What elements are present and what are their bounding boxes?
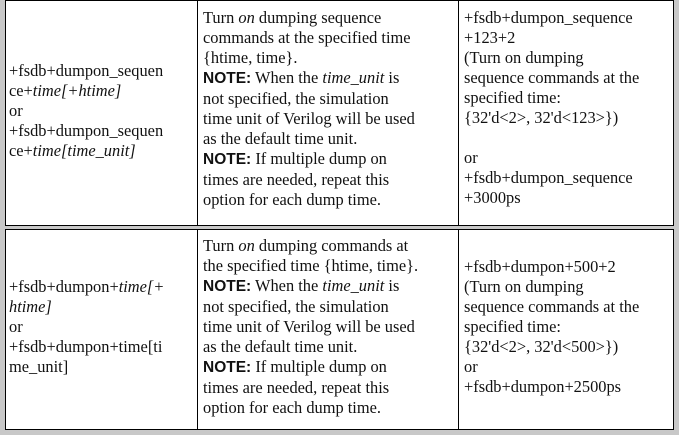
description-line: option for each dump time. <box>203 190 381 209</box>
row2-description-cell <box>203 236 456 418</box>
example-line: sequence commands at the <box>464 297 640 316</box>
description-line: {htime, time}. <box>203 48 298 67</box>
description-line: Turn on dumping commands at <box>203 236 409 255</box>
description-line: times are needed, repeat this <box>203 170 390 189</box>
example-line: +fsdb+dumpon+2500ps <box>464 377 622 396</box>
syntax-line: +fsdb+dumpon+time[ti <box>9 337 163 356</box>
row1-example-cell <box>464 8 672 208</box>
syntax-or: or <box>9 317 23 336</box>
row1-border-right <box>673 0 674 226</box>
description-line: as the default time unit. <box>203 129 358 148</box>
row1-border-left <box>5 0 6 226</box>
row2-border-right <box>673 229 674 430</box>
description-line: option for each dump time. <box>203 398 381 417</box>
example-line: (Turn on dumping <box>464 277 584 296</box>
description-line: as the default time unit. <box>203 337 358 356</box>
description-line: not specified, the simulation <box>203 89 389 108</box>
example-line: +fsdb+dumpon+500+2 <box>464 257 616 276</box>
row2-example-cell <box>464 257 672 397</box>
syntax-or: or <box>9 101 23 120</box>
syntax-line: ce+time[time_unit] <box>9 141 136 160</box>
row2-bottom-border <box>5 429 674 430</box>
syntax-line: htime] <box>9 297 52 316</box>
syntax-line: me_unit] <box>9 357 69 376</box>
example-line: specified time: <box>464 88 561 107</box>
example-line: {32'd<2>, 32'd<123>}) <box>464 108 619 127</box>
example-line: sequence commands at the <box>464 68 640 87</box>
example-line: +3000ps <box>464 188 521 207</box>
table-frame-bottom <box>0 430 679 435</box>
description-line: the specified time {htime, time}. <box>203 256 419 275</box>
description-note: NOTE: If multiple dump on <box>203 149 387 168</box>
syntax-line: +fsdb+dumpon_sequen <box>9 61 164 80</box>
description-note: NOTE: When the time_unit is <box>203 68 400 87</box>
row1-border-col2 <box>197 0 198 226</box>
note-label: NOTE: <box>203 359 252 376</box>
row2-border-left <box>5 229 6 430</box>
description-line: times are needed, repeat this <box>203 378 390 397</box>
syntax-line: +fsdb+dumpon+time[+ <box>9 277 165 296</box>
example-or: or <box>464 357 478 376</box>
syntax-line: ce+time[+htime] <box>9 81 122 100</box>
note-label: NOTE: <box>203 278 252 295</box>
example-line: specified time: <box>464 317 561 336</box>
description-line: not specified, the simulation <box>203 297 389 316</box>
example-line: {32'd<2>, 32'd<500>}) <box>464 337 619 356</box>
note-label: NOTE: <box>203 70 252 87</box>
example-line: +fsdb+dumpon_sequence <box>464 168 633 187</box>
description-line: commands at the specified time <box>203 28 411 47</box>
description-line: Turn on dumping sequence <box>203 8 382 27</box>
example-line: (Turn on dumping <box>464 48 584 67</box>
row1-border-col3 <box>458 0 459 226</box>
syntax-line: +fsdb+dumpon_sequen <box>9 121 164 140</box>
row2-syntax-cell <box>9 277 193 377</box>
row1-top-border <box>5 0 674 1</box>
example-or: or <box>464 148 478 167</box>
example-line: +fsdb+dumpon_sequence <box>464 8 633 27</box>
row1-description-cell <box>203 8 456 210</box>
row2-border-col2 <box>197 229 198 430</box>
description-note: NOTE: When the time_unit is <box>203 276 400 295</box>
row2-border-col3 <box>458 229 459 430</box>
description-note: NOTE: If multiple dump on <box>203 357 387 376</box>
row2-top-border <box>5 229 674 230</box>
example-spacer <box>464 128 672 148</box>
note-label: NOTE: <box>203 151 252 168</box>
description-line: time unit of Verilog will be used <box>203 109 415 128</box>
row1-syntax-cell <box>9 61 193 161</box>
description-line: time unit of Verilog will be used <box>203 317 415 336</box>
example-line: +123+2 <box>464 28 516 47</box>
table-frame-right <box>674 0 679 435</box>
